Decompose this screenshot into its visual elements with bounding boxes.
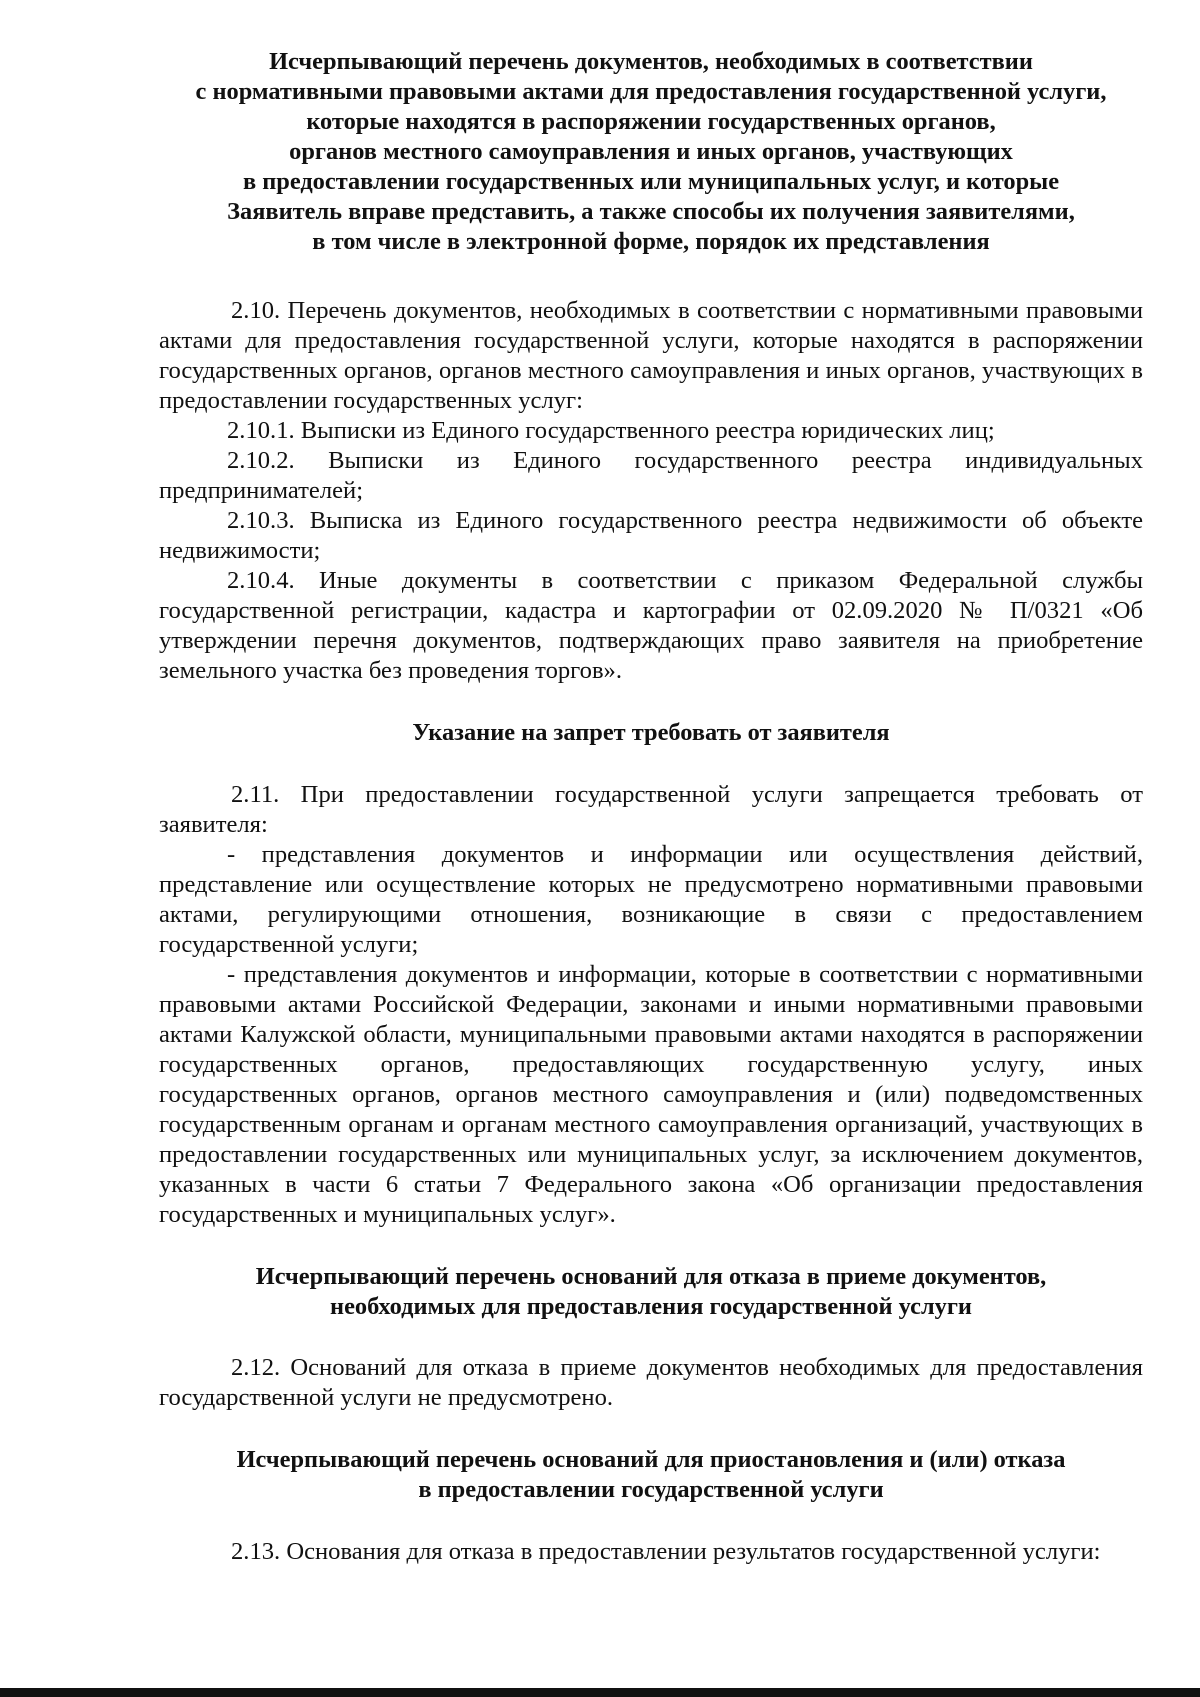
paragraph-2-13: 2.13. Основания для отказа в предоставлении результатов государственной услуги: [231,1538,1101,1565]
heading-line: Исчерпывающий перечень оснований для приостановления и (или) отказа [236,1446,1066,1473]
spacer [159,1230,1143,1262]
paragraph-2-10-4: 2.10.4. Иные документы в соответствии с приказом Федеральной службы государственной регистрации, кадастра и картографии от 02.09.2020 № П/0321 «Об утверждении перечня документов, подтверждающих право заявителя на приобретение земельного участка без проведения торгов». [159,567,1143,684]
spacer [159,1505,1143,1537]
heading-line: в предоставлении государственных или муниципальных услуг, и которые [242,168,1060,195]
heading-line: Исчерпывающий перечень документов, необходимых в соответствии [269,48,1033,75]
section-heading-prohibition [159,718,1143,748]
paragraph-2-11-bullet-2: - представления документов и информации, которые в соответствии с нормативными правовыми актами Российской Федерации, законами и иными нормативными правовыми актами Калужской области, муниципальными правовыми актами находятся в распоряжении государственных органов, предоставляющих государственную услугу, иных государственных органов, органов местного самоуправления и (или) подведомственных государственным органам и органам местного самоуправления организаций, участвующих в предоставлении государственных или муниципальных услуг, за исключением документов, указанных в части 6 статьи 7 Федерального закона «Об организации предоставления государственных и муниципальных услуг». [159,961,1143,1228]
heading-line: Исчерпывающий перечень оснований для отказа в приеме документов, [255,1263,1047,1290]
heading-line: с нормативными правовыми актами для предоставления государственной услуги, [195,78,1107,105]
paragraph-2-11-bullet-1: - представления документов и информации или осуществления действий, представление или осуществление которых не предусмотрено нормативными правовыми актами, регулирующими отношения, возникающие в связи с предоставлением государственной услуги; [159,841,1143,958]
heading-line: которые находятся в распоряжении государственных органов, [306,108,996,135]
section-heading-refusal-reception [159,1262,1143,1322]
heading-line: Заявитель вправе представить, а также способы их получения заявителями, [227,198,1075,225]
heading-line: в предоставлении государственной услуги [418,1476,884,1503]
paragraph-2-10: 2.10. Перечень документов, необходимых в соответствии с нормативными правовыми актами для предоставления государственной услуги, которые находятся в распоряжении государственных органов, органов местного самоуправления и иных органов, участвующих в предоставлении государственных услуг: [159,297,1143,414]
paragraph-2-10-2: 2.10.2. Выписки из Единого государственного реестра индивидуальных предпринимателей; [159,447,1143,504]
paragraph-2-12: 2.12. Оснований для отказа в приеме документов необходимых для предоставления государственной услуги не предусмотрено. [159,1354,1143,1411]
spacer [159,748,1143,780]
spacer [159,1413,1143,1445]
paragraph-2-11: 2.11. При предоставлении государственной услуги запрещается требовать от заявителя: [159,781,1143,838]
spacer [159,686,1143,718]
paragraph-2-10-3: 2.10.3. Выписка из Единого государственного реестра недвижимости об объекте недвижимости; [159,507,1143,564]
paragraph-2-10-1: 2.10.1. Выписки из Единого государственного реестра юридических лиц; [227,417,995,444]
heading-line: органов местного самоуправления и иных органов, участвующих [289,138,1013,165]
page-bottom-border [0,1688,1200,1697]
section-heading-suspension-refusal [159,1445,1143,1505]
spacer [159,1322,1143,1353]
heading-line: в том числе в электронной форме, порядок их представления [312,228,990,255]
spacer [159,257,1143,296]
document-body [159,47,1143,1567]
heading-line: необходимых для предоставления государственной услуги [330,1293,972,1320]
section-heading-documents-list [159,47,1143,257]
heading-line: Указание на запрет требовать от заявителя [412,719,890,746]
